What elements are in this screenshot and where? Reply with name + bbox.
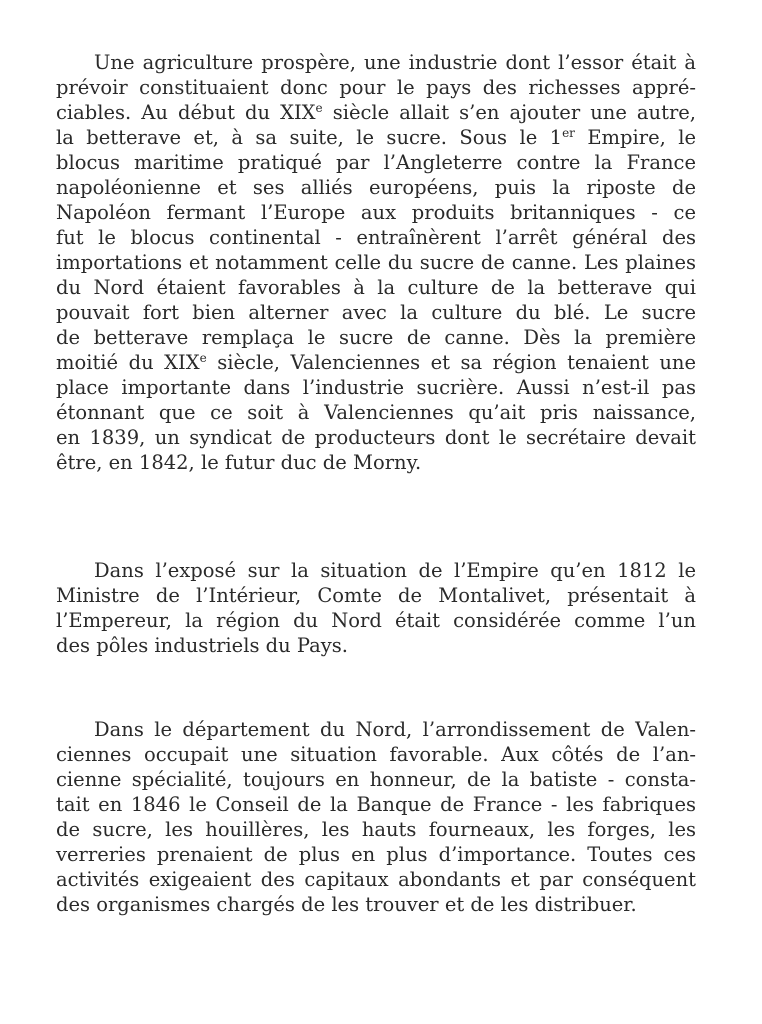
text-line	[56, 275, 696, 300]
text-line	[56, 717, 696, 742]
line-text: Dans le département du Nord, l’arrondissement de Valen-	[94, 718, 696, 741]
line-text: étonnant que ce soit à Valenciennes qu’ait pris naissance,	[56, 401, 696, 424]
text-line	[56, 125, 696, 150]
text-line	[56, 867, 696, 892]
text-line	[56, 225, 696, 250]
text-line	[56, 100, 696, 125]
text-line	[56, 400, 696, 425]
paragraph-sugar-industry	[56, 50, 696, 475]
line-text-continued: siècle, Valenciennes et sa région tenaient une	[206, 351, 696, 374]
line-text: être, en 1842, le futur duc de Morny.	[56, 451, 422, 474]
superscript: e	[199, 351, 207, 365]
text-line	[56, 633, 696, 658]
text-line	[56, 200, 696, 225]
text-line	[56, 792, 696, 817]
line-text: en 1839, un syndicat de producteurs dont le secrétaire devait	[56, 426, 696, 449]
text-line	[56, 175, 696, 200]
superscript: er	[562, 126, 575, 140]
text-line	[56, 842, 696, 867]
paragraph-montalivet-report	[56, 558, 696, 658]
text-line	[56, 75, 696, 100]
text-line	[56, 325, 696, 350]
line-text-continued: Empire, le	[574, 126, 697, 149]
line-text: verreries prenaient de plus en plus d’importance. Toutes ces	[56, 843, 696, 866]
line-text: pouvait fort bien alterner avec la culture du blé. Le sucre	[56, 301, 696, 324]
text-line	[56, 150, 696, 175]
line-text: cienne spécialité, toujours en honneur, de la batiste - consta-	[56, 768, 696, 791]
text-line	[56, 250, 696, 275]
text-line	[56, 767, 696, 792]
line-text: ciables. Au début du XIX	[56, 101, 316, 124]
line-text: des pôles industriels du Pays.	[56, 634, 348, 657]
line-text: Napoléon fermant l’Europe aux produits britanniques - ce	[56, 201, 696, 224]
line-text: de sucre, les houillères, les hauts fourneaux, les forges, les	[56, 818, 696, 841]
text-line	[56, 450, 696, 475]
line-text: importations et notamment celle du sucre de canne. Les plaines	[56, 251, 696, 274]
text-line	[56, 583, 696, 608]
line-text: de betterave remplaça le sucre de canne. Dès la première	[56, 326, 696, 349]
line-text: place importante dans l’industrie sucrière. Aussi n’est-il pas	[56, 376, 696, 399]
text-line	[56, 425, 696, 450]
text-line	[56, 300, 696, 325]
line-text: Une agriculture prospère, une industrie dont l’essor était à	[94, 51, 696, 74]
line-text: la betterave et, à sa suite, le sucre. Sous le 1	[56, 126, 563, 149]
line-text: tait en 1846 le Conseil de la Banque de France - les fabriques	[56, 793, 696, 816]
line-text-continued: siècle allait s’en ajouter une autre,	[322, 101, 697, 124]
text-line	[56, 608, 696, 633]
line-text: moitié du XIX	[56, 351, 200, 374]
line-text: activités exigeaient des capitaux abondants et par conséquent	[56, 868, 696, 891]
paragraph-valenciennes-arrondissement	[56, 717, 696, 917]
line-text: blocus maritime pratiqué par l’Angleterre contre la France	[56, 151, 696, 174]
line-text: Ministre de l’Intérieur, Comte de Montalivet, présentait à	[56, 584, 696, 607]
text-line	[56, 817, 696, 842]
text-line	[56, 742, 696, 767]
text-line	[56, 350, 696, 375]
text-line	[56, 892, 696, 917]
line-text: prévoir constituaient donc pour le pays des richesses appré-	[56, 76, 696, 99]
superscript: e	[315, 101, 323, 115]
line-text: Dans l’exposé sur la situation de l’Empire qu’en 1812 le	[94, 559, 696, 582]
line-text: ciennes occupait une situation favorable. Aux côtés de l’an-	[56, 743, 696, 766]
text-line	[56, 375, 696, 400]
line-text: l’Empereur, la région du Nord était considérée comme l’un	[56, 609, 696, 632]
line-text: des organismes chargés de les trouver et de les distribuer.	[56, 893, 637, 916]
text-line	[56, 50, 696, 75]
line-text: fut le blocus continental - entraînèrent l’arrêt général des	[56, 226, 696, 249]
line-text: napoléonienne et ses alliés européens, puis la riposte de	[56, 176, 696, 199]
line-text: du Nord étaient favorables à la culture de la betterave qui	[56, 276, 696, 299]
text-line	[56, 558, 696, 583]
